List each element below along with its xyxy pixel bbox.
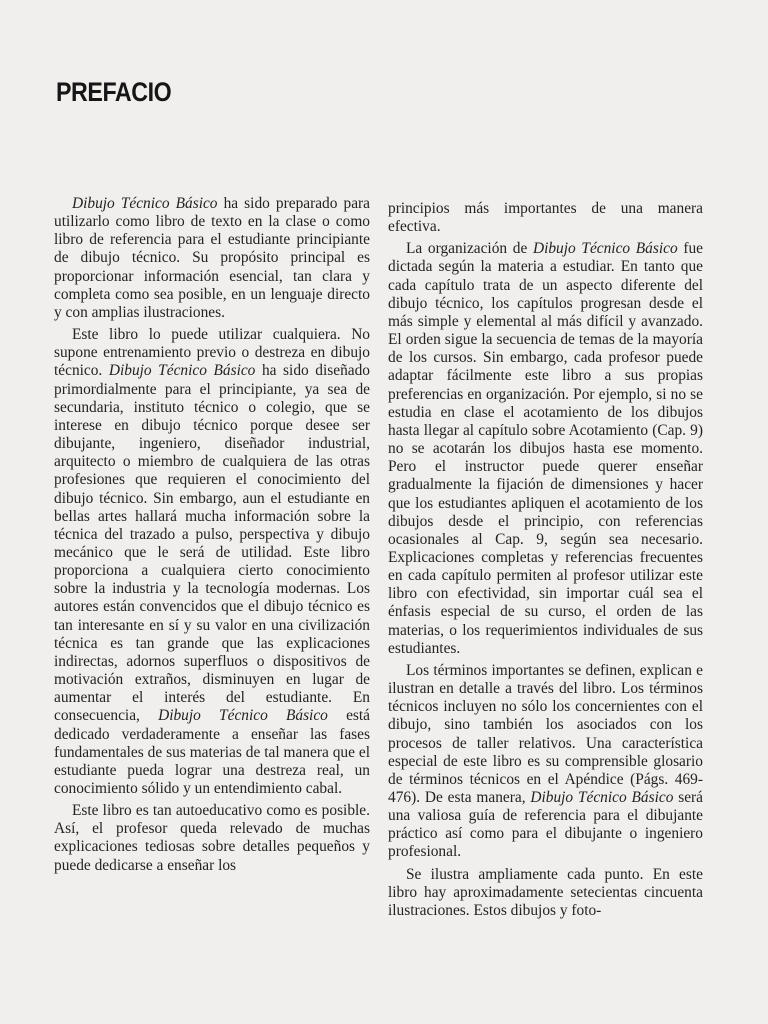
- paragraph: [54, 326, 370, 798]
- paragraph-text: principios más importantes de una manera efectiva.: [388, 200, 703, 236]
- paragraph: [388, 662, 703, 862]
- book-title: Dibujo Técnico Básico: [532, 240, 678, 258]
- page-title: PREFACIO: [56, 77, 172, 107]
- left-column: [54, 195, 370, 879]
- book-title: Dibujo Técnico Básico: [158, 707, 328, 725]
- paragraph-text: será una valiosa guía de referencia para el dibujante práctico así como para el dibujante o ingeniero profesional.: [388, 789, 703, 861]
- book-title: Dibujo Técnico Básico: [530, 789, 674, 806]
- book-title: Dibujo Técnico Básico: [108, 362, 256, 380]
- book-title: Dibujo Técnico Básico: [72, 195, 218, 212]
- paragraph: [54, 802, 370, 875]
- paragraph-text: La organización de: [406, 240, 533, 258]
- paragraph: [54, 195, 370, 322]
- paragraph: [388, 200, 703, 236]
- paragraph-text: ha sido preparado para utilizarlo como libro de texto en la clase o como libro de referencia para el estudiante principiante de dibujo técnico. Su propósito principal es proporcionar información esencial, tan clara y completa como sea posible, en un lenguaje directo y con amplias ilustraciones.: [54, 195, 370, 321]
- paragraph-text: Los términos importantes se definen, explican e ilustran en detalle a través del libro. Los términos técnicos incluyen no sólo los concernientes con el dibujo, sino también los asociados con los procesos de taller relativos. Una característica especial de este libro es su comprensible glosario de términos técnicos en el Apéndice (Págs. 469-476). De esta manera,: [388, 661, 703, 806]
- paragraph: [388, 866, 703, 920]
- paragraph-text: Este libro es tan autoeducativo como es posible. Así, el profesor queda relevado de muchas explicaciones tediosas sobre detalles pequeños y puede dedicarse a enseñar los: [54, 802, 370, 874]
- paragraph-text: Se ilustra ampliamente cada punto. En este libro hay aproximadamente setecientas cincuenta ilustraciones. Estos dibujos y foto-: [388, 865, 703, 919]
- paragraph-text: está dedicado verdaderamente a enseñar las fases fundamentales de sus materias de tal manera que el estudiante pueda lograr una destreza real, un conocimiento sólido y un entendimiento cabal.: [54, 707, 371, 797]
- paragraph: [388, 240, 703, 658]
- right-column: [388, 200, 703, 924]
- paragraph-text: fue dictada según la materia a estudiar. En tanto que cada capítulo trata de un aspecto diferente del dibujo técnico, los capítulos progresan desde el más simple y elemental al más difícil y avanzado. El orden sigue la secuencia de temas de la mayoría de los cursos. Sin embargo, cada profesor puede adaptar fácilmente este libro a sus propias preferencias en organización. Por ejemplo, si no se estudia en clase el acotamiento de los dibujos hasta llegar al capítulo sobre Acotamiento (Cap. 9) no se acotarán los dibujos hasta ese momento. Pero el instructor puede querer enseñar gradualmente la fijación de dimensiones y hacer que los estudiantes apliquen el acotamiento de los dibujos desde el principio, con referencias ocasionales al Cap. 9, según sea necesario. Explicaciones completas y referencias frecuentes en cada capítulo permiten al profesor utilizar este libro con efectividad, sin importar cuál sea el énfasis especial de su curso, el orden de las materias, o los requerimientos individuales de sus estudiantes.: [388, 240, 703, 657]
- paragraph-text: ha sido diseñado primordialmente para el principiante, ya sea de secundaria, instituto técnico o colegio, que se interese en dibujo técnico porque desee ser dibujante, ingeniero, diseñador industrial, arquitecto o miembro de cualquiera de las otras profesiones que requieren el conocimiento del dibujo técnico. Sin embargo, aun el estudiante en bellas artes hallará mucha información sobre la técnica del trazado a pulso, perspectiva y dibujo mecánico que le será de utilidad. Este libro proporciona a cualquiera cierto conocimiento sobre la industria y la tecnología modernas. Los autores están convencidos que el dibujo técnico es tan interesante en sí y su valor en una civilización técnica es tan grande que las explicaciones indirectas, adornos superfluos o dispositivos de motivación extraños, disminuyen en lugar de aumentar el interés del estudiante. En consecuencia,: [54, 362, 370, 725]
- paragraph-text: Este libro lo puede utilizar cualquiera. No supone entrenamiento previo o destreza en dibujo técnico.: [54, 326, 370, 380]
